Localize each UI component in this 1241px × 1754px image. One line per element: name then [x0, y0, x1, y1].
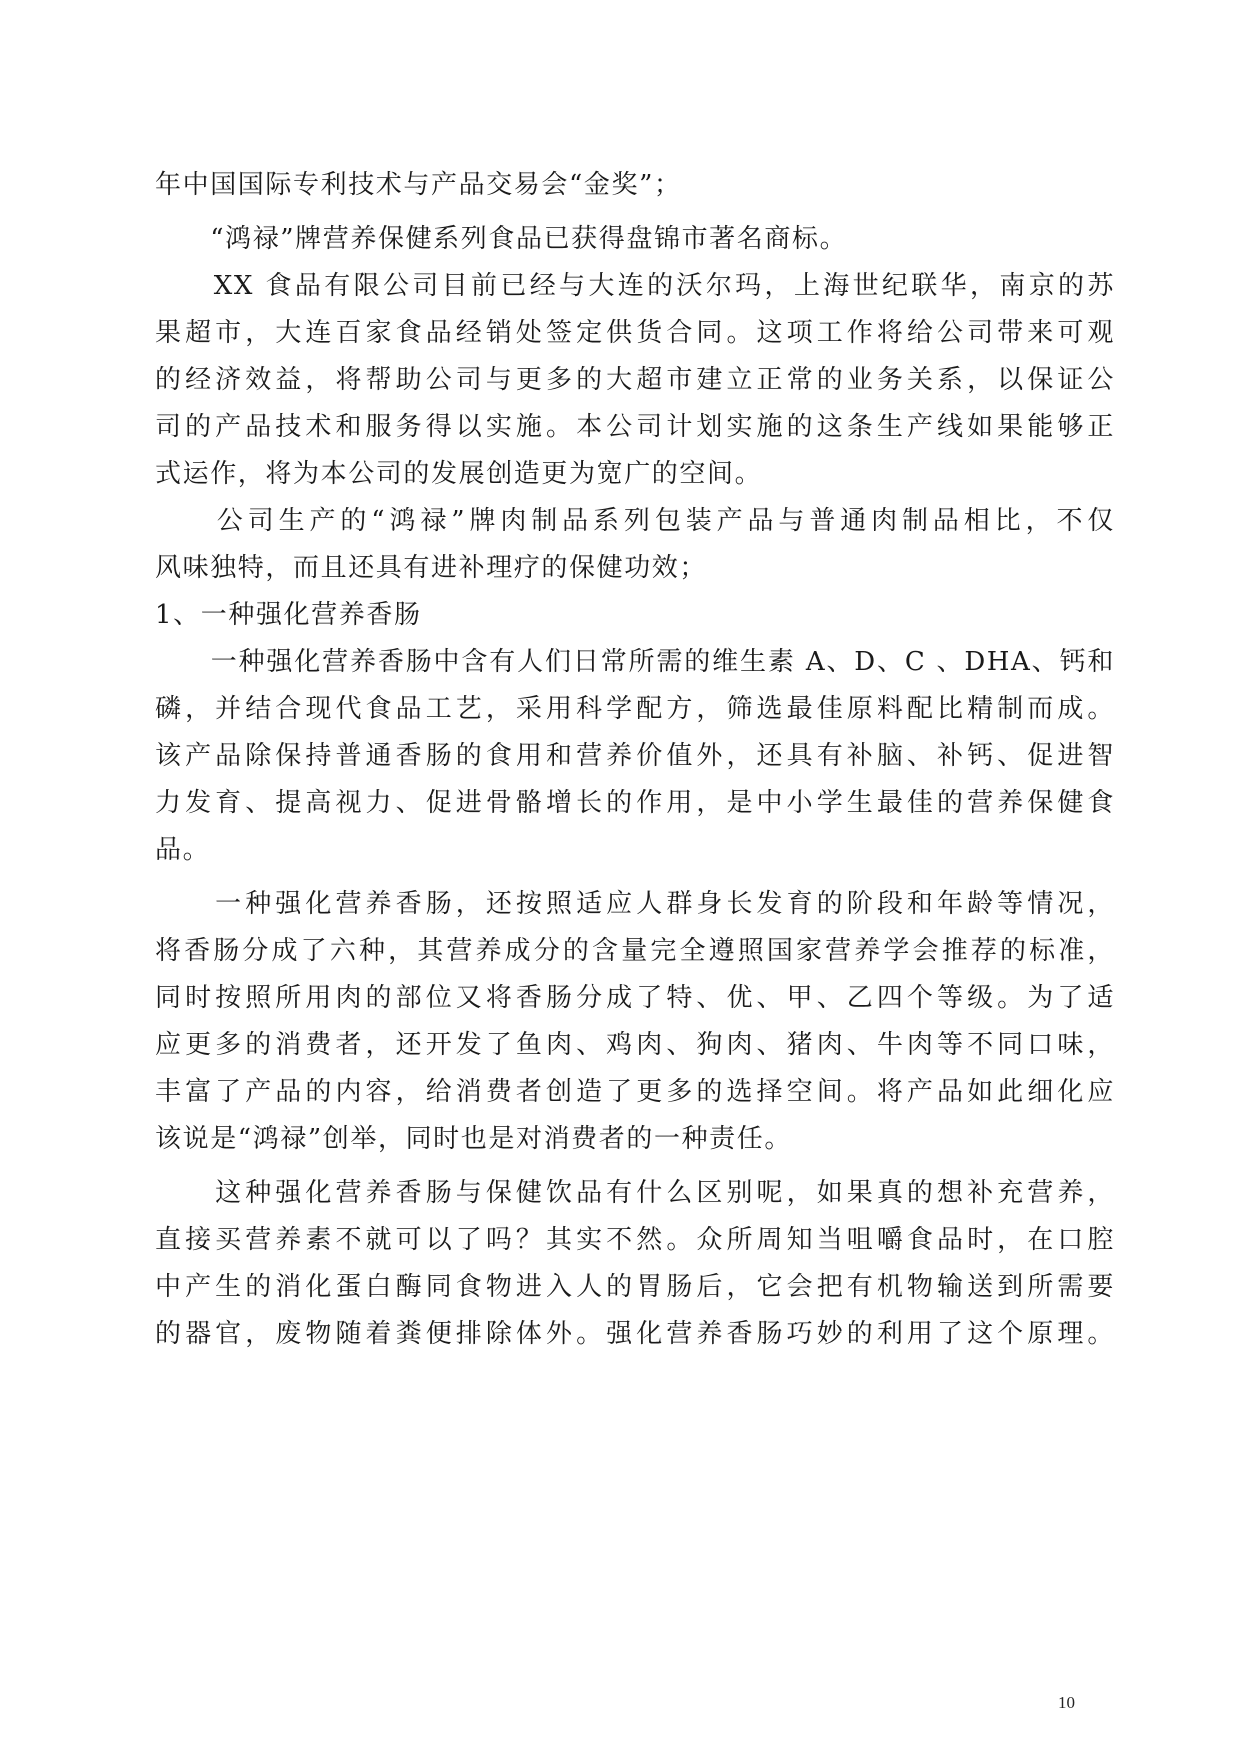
text-line-9: 风味独特，而且还具有进补理疗的保健功效； — [155, 553, 708, 583]
text-line-13: 该产品除保持普通香肠的食用和营养价值外，还具有补脑、补钙、促进智 — [155, 741, 1115, 771]
text-line-5: 的经济效益，将帮助公司与更多的大超市建立正常的业务关系，以保证公 — [155, 365, 1115, 395]
text-line-18: 同时按照所用肉的部位又将香肠分成了特、优、甲、乙四个等级。为了适 — [155, 983, 1115, 1013]
text-line-6: 司的产品技术和服务得以实施。本公司计划实施的这条生产线如果能够正 — [155, 412, 1115, 442]
text-line-17: 将香肠分成了六种，其营养成分的含量完全遵照国家营养学会推荐的标准， — [155, 936, 1115, 966]
section-heading: 1、一种强化营养香肠 — [155, 600, 422, 630]
text-line-11: 一种强化营养香肠中含有人们日常所需的维生素 A、D、C 、DHA、钙和 — [155, 647, 1115, 677]
text-line-23: 直接买营养素不就可以了吗？其实不然。众所周知当咀嚼食品时，在口腔 — [155, 1225, 1115, 1255]
text-line-8: 公司生产的“鸿禄”牌肉制品系列包装产品与普通肉制品相比，不仅 — [155, 506, 1115, 536]
text-line-25: 的器官，废物随着粪便排除体外。强化营养香肠巧妙的利用了这个原理。 — [155, 1319, 1115, 1349]
text-line-7: 式运作，将为本公司的发展创造更为宽广的空间。 — [155, 459, 763, 489]
text-line-22: 这种强化营养香肠与保健饮品有什么区别呢，如果真的想补充营养， — [155, 1178, 1115, 1208]
page-number: 10 — [1058, 1693, 1075, 1712]
text-line-4: 果超市，大连百家食品经销处签定供货合同。这项工作将给公司带来可观 — [155, 318, 1115, 348]
text-line-16: 一种强化营养香肠，还按照适应人群身长发育的阶段和年龄等情况， — [155, 889, 1115, 919]
text-line-20: 丰富了产品的内容，给消费者创造了更多的选择空间。将产品如此细化应 — [155, 1077, 1115, 1107]
text-line-24: 中产生的消化蛋白酶同食物进入人的胃肠后，它会把有机物输送到所需要 — [155, 1272, 1115, 1302]
text-line-14: 力发育、提高视力、促进骨骼增长的作用，是中小学生最佳的营养保健食 — [155, 788, 1115, 818]
text-line-3: XX 食品有限公司目前已经与大连的沃尔玛，上海世纪联华，南京的苏 — [155, 271, 1115, 301]
text-line-1: 年中国国际专利技术与产品交易会“金奖”； — [155, 170, 682, 200]
text-line-19: 应更多的消费者，还开发了鱼肉、鸡肉、狗肉、猪肉、牛肉等不同口味， — [155, 1030, 1115, 1060]
text-line-21: 该说是“鸿禄”创举，同时也是对消费者的一种责任。 — [155, 1124, 792, 1154]
text-line-12: 磷，并结合现代食品工艺，采用科学配方，筛选最佳原料配比精制而成。 — [155, 694, 1115, 724]
text-line-15: 品。 — [155, 835, 211, 865]
text-line-2: “鸿禄”牌营养保健系列食品已获得盘锦市著名商标。 — [155, 224, 848, 254]
